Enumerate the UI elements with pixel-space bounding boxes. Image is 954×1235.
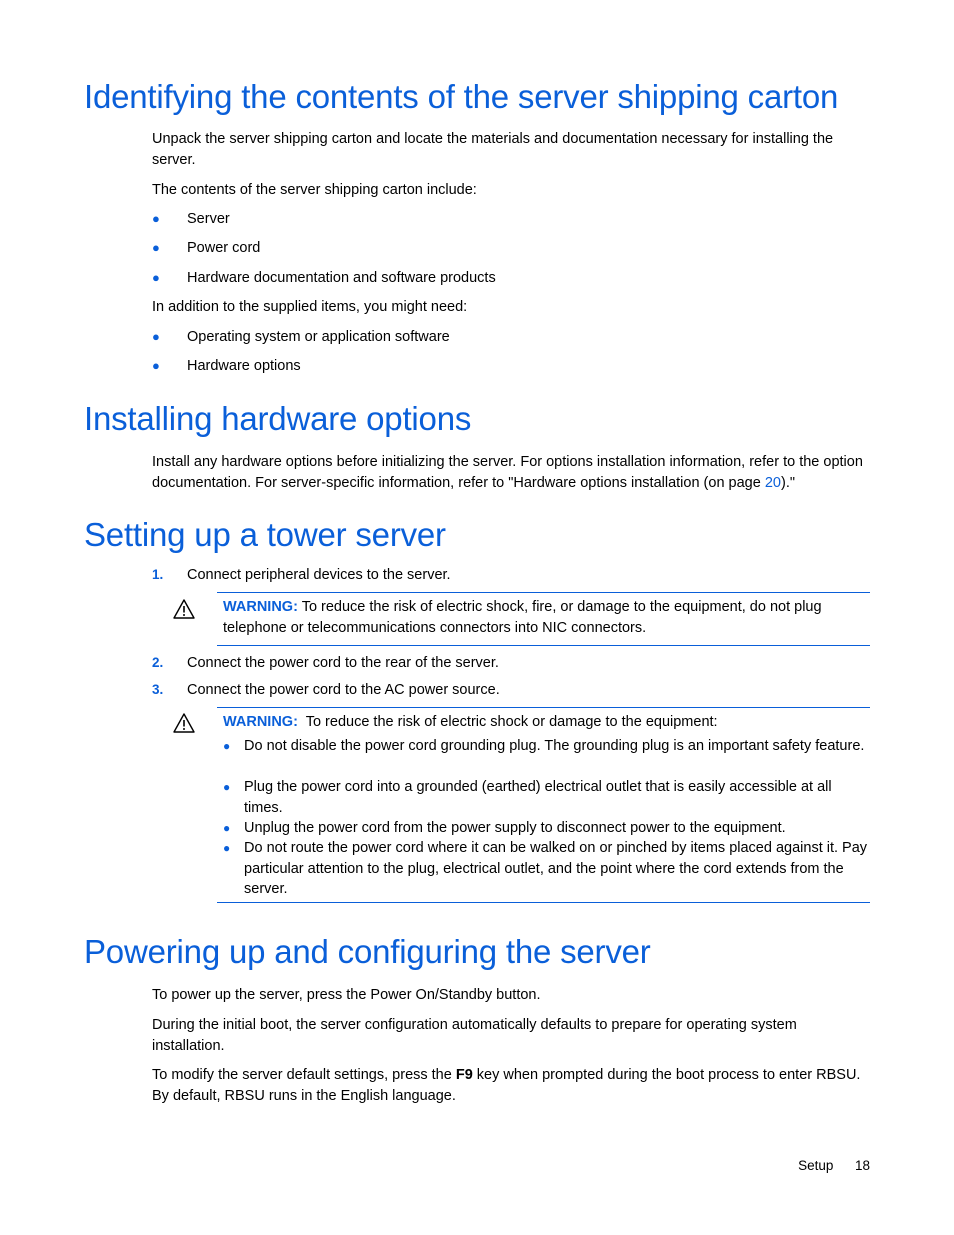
power-p2: During the initial boot, the server configuration automatically defaults to prepare for operating system installation. bbox=[152, 1017, 797, 1054]
footer-section: Setup bbox=[798, 1158, 834, 1173]
shipping-intro: Unpack the server shipping carton and locate the materials and documentation necessary for installing the server. bbox=[152, 131, 834, 168]
bullet-icon: ● bbox=[152, 270, 160, 285]
bullet-icon: ● bbox=[152, 240, 160, 255]
page-number: 18 bbox=[854, 1158, 870, 1173]
power-p1: To power up the server, press the Power On/Standby button. bbox=[152, 987, 541, 1003]
bullet-icon: ● bbox=[223, 739, 231, 753]
warning-box: WARNING: To reduce the risk of electric shock, fire, or damage to the equipment, do not plug telephone or telecommunications connectors into NIC connectors. bbox=[217, 592, 870, 646]
key-f9: F9 bbox=[455, 1067, 473, 1083]
bullet-icon: ● bbox=[152, 329, 160, 344]
contents-label: The contents of the server shipping carton include: bbox=[152, 182, 477, 198]
page-footer bbox=[798, 1158, 870, 1173]
power-p3: To modify the server default settings, press the F9 key when prompted during the boot process to enter RBSU. By default, RBSU runs in the English language. bbox=[152, 1067, 861, 1104]
warning-icon bbox=[172, 712, 196, 734]
bullet-icon: ● bbox=[223, 821, 231, 835]
bullet-icon: ● bbox=[152, 211, 160, 226]
installing-text: Install any hardware options before initializing the server. For options installation information, refer to the option documentation. For server-specific information, refer to "Hardware options installation (on page 20)." bbox=[152, 454, 863, 491]
warning-label: WARNING: bbox=[223, 714, 298, 730]
heading-shipping-carton: Identifying the contents of the server shipping carton bbox=[84, 78, 839, 115]
document-page: Identifying the contents of the server shipping carton Unpack the server shipping carton and locate the materials and documentation necessary for installing the server. The contents of the server shipping carton include: ● Server ● Power cord ● Hardware documentation and software products In addition to the supplied items, you might need: ● Operating system or application software ● Hardware options Installing hardware options Install any hardware options before initializing the server. For options installation information, refer to the option documentation. For server-specific information, refer to "Hardware options installation (on page 20)." Setting up a tower server 1. Connect peripheral devices to the server. WARNING: To reduce the risk of electric shock, fire, or damage to the equipment, do not plug telephone or telecommunications connectors into NIC connectors. 2. Connect the power cord to the rear of the server. 3. Connect the power cord to the AC power source. WARNING: To reduce the risk of electric shock or damage to the equipment: ● Do not disable the power cord grounding plug. The grounding plug is an important safety feature. ● Plug the power cord into a grounded (earthed) electrical outlet that is easily accessible at all times. ● Unplug the power cord from the power supply to disconnect power to the equipment. ● Do not route the power cord where it can be walked on or pinched by items placed against it. Pay particular attention to the plug, electrical outlet, and the point where the cord extends from the server. Powering up and configuring the server To power up the server, press the Power On/Standby button. During the initial boot, the server configuration automatically defaults to prepare for operating system installation. To modify the server default settings, press the F9 key when prompted during the boot process to enter RBSU. By default, RBSU runs in the English language. Setup 18 bbox=[84, 78, 870, 1173]
additional-label: In addition to the supplied items, you might need: bbox=[152, 299, 468, 315]
heading-powering-up: Powering up and configuring the server bbox=[84, 933, 651, 970]
warning-icon bbox=[172, 598, 196, 620]
bullet-icon: ● bbox=[223, 841, 231, 855]
page-link[interactable]: 20 bbox=[764, 475, 781, 491]
warning-label: WARNING: bbox=[223, 599, 298, 615]
bullet-icon: ● bbox=[223, 780, 231, 794]
heading-tower-server: Setting up a tower server bbox=[84, 516, 446, 553]
heading-installing-hardware: Installing hardware options bbox=[84, 400, 472, 437]
bullet-icon: ● bbox=[152, 358, 160, 373]
warning-box: WARNING: To reduce the risk of electric shock or damage to the equipment: ● Do not disable the power cord grounding plug. The grounding plug is an important safety feature. ● Plug the power cord into a grounded (earthed) electrical outlet that is easily accessible at all times. ● Unplug the power cord from the power supply to disconnect power to the equipment. ● Do not route the power cord where it can be walked on or pinched by items placed against it. Pay particular attention to the plug, electrical outlet, and the point where the cord extends from the server. bbox=[217, 707, 870, 903]
